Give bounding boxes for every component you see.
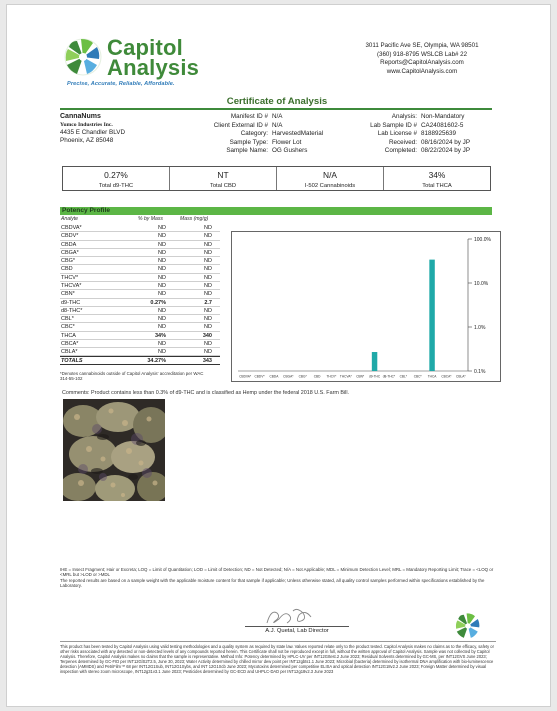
sample_info-value: OG Gushers <box>272 147 308 155</box>
analysis-info <box>325 113 505 156</box>
lab-contact-block <box>347 42 497 76</box>
x-tick-label: CBN* <box>356 374 365 379</box>
potency-pct: ND <box>158 233 166 240</box>
client-company: Yumco Industries Inc. <box>60 121 113 128</box>
client-block <box>60 113 180 146</box>
y-tick-label: 100.0% <box>474 236 491 243</box>
potency-analyte: CBGA* <box>61 249 79 256</box>
potency-mg: ND <box>204 340 212 347</box>
client-name: CannaNums <box>60 113 101 120</box>
sample-info <box>187 113 337 156</box>
potency-mg: ND <box>204 258 212 265</box>
summary-value: NT <box>217 170 229 180</box>
potency-analyte: CBD <box>61 266 73 273</box>
x-tick-label: CBDA <box>269 374 279 379</box>
potency-row <box>60 265 220 273</box>
potency-pct: ND <box>158 274 166 281</box>
bar-d9thc <box>372 352 377 371</box>
col-mass-pct: % by Mass <box>138 216 163 222</box>
title-divider <box>60 108 492 110</box>
potency-mg: ND <box>204 274 212 281</box>
potency-chart <box>231 231 501 382</box>
x-tick-label: d9-THC <box>368 374 381 379</box>
x-tick-label: CBG* <box>298 374 307 379</box>
col-analyte: Analyte <box>61 216 78 222</box>
sample_info-label: Client External ID # <box>213 121 268 129</box>
summary-label: Total CBD <box>209 183 237 189</box>
potency-note: *Denotes cannabinoids outside of Capitol Analysis' accreditation per WAC 314-55-102 <box>60 371 204 382</box>
summary-label: Total THCA <box>422 183 452 189</box>
sample_info-row <box>187 122 337 131</box>
lab-phone: (360) 918-8795 WSLCB Lab# 22 <box>376 50 468 58</box>
potency-analyte: CBC* <box>61 324 75 331</box>
small-leaf-logo-icon <box>454 612 482 640</box>
potency-mg: ND <box>204 349 212 356</box>
potency-analyte: CBDV* <box>61 233 79 240</box>
potency-analyte: THCVA* <box>61 282 82 289</box>
potency-row <box>60 323 220 331</box>
logo-text-line2: Analysis <box>107 55 200 80</box>
potency-analyte: d8-THC* <box>61 307 83 314</box>
lab-tagline: Precise, Accurate, Reliable, Affordable. <box>67 81 175 87</box>
sample-photo <box>63 399 165 501</box>
potency-pct: 34% <box>154 332 166 339</box>
disclaimer-divider <box>60 641 496 642</box>
potency-pct: ND <box>158 258 166 265</box>
x-tick-label: CBLA* <box>456 374 466 379</box>
potency-pct: ND <box>158 291 166 298</box>
potency-pct: ND <box>158 324 166 331</box>
analysis_info-row <box>325 122 505 131</box>
potency-section-header <box>60 207 492 215</box>
sample_info-row <box>187 113 337 122</box>
sample_info-label: Sample Name: <box>226 147 268 155</box>
potency-pct: ND <box>158 266 166 273</box>
potency-row <box>60 232 220 240</box>
potency-row <box>60 274 220 282</box>
potency-pct: ND <box>158 241 166 248</box>
potency-pct: ND <box>158 349 166 356</box>
client-address-line2: Phoenix, AZ 85048 <box>60 137 114 145</box>
footnote-results: The reported results are based on a sample weight with the applicable moisture content for that sample if applicable; Unless otherwise stated, all quality control samples performed within specifications established by the Laboratory. <box>60 577 485 589</box>
lab-website: www.CapitolAnalysis.com <box>386 67 458 75</box>
analysis_info-row <box>325 113 505 122</box>
potency-row <box>60 241 220 249</box>
lab-email: Reports@CapitolAnalysis.com <box>380 59 464 67</box>
potency-analyte: CBL* <box>61 316 74 323</box>
sample_info-label: Category: <box>240 130 268 138</box>
summary-i502-cannabinoids <box>277 167 384 190</box>
potency-row <box>60 307 220 315</box>
director-signature <box>237 605 357 627</box>
certificate-title: Certificate of Analysis <box>226 96 328 107</box>
sample_info-value: HarvestedMaterial <box>272 130 324 138</box>
client-address-line1: 4435 E Chandler BLVD <box>60 128 125 136</box>
potency-section-title: Potency Profile <box>62 207 111 214</box>
analysis_info-value: Non-Mandatory <box>421 113 465 120</box>
logo-text-line1: Capitol <box>107 35 183 60</box>
y-tick-label: 0.1% <box>474 368 486 375</box>
potency-bar-chart <box>232 232 500 381</box>
y-tick-label: 1.0% <box>474 324 486 331</box>
analysis_info-label: Lab License # <box>377 130 417 138</box>
analysis_info-label: Analysis: <box>391 113 417 120</box>
potency-analyte: CBDA <box>61 241 77 248</box>
summary-value: 34% <box>428 170 446 180</box>
summary-value: 0.27% <box>104 170 128 180</box>
potency-row <box>60 332 220 340</box>
summary-total-d9thc <box>63 167 170 190</box>
x-tick-label: CBL* <box>399 374 408 379</box>
leaf-logo-icon <box>63 37 103 77</box>
potency-analyte: THCV* <box>61 274 79 281</box>
x-tick-label: CBDV* <box>254 374 265 379</box>
potency-mg: ND <box>204 316 212 323</box>
bar-thca <box>429 260 434 371</box>
summary-value: N/A <box>323 170 337 180</box>
summary-label: I-502 Cannabinoids <box>304 183 356 189</box>
director-name: A.J. Quetal, Lab Director <box>265 628 329 634</box>
potency-row <box>60 299 220 307</box>
certificate-page <box>6 4 551 707</box>
lab-address: 3011 Pacific Ave SE, Olympia, WA 98501 <box>365 42 479 49</box>
potency-analyte: CBG* <box>61 258 76 265</box>
potency-analyte: CBCA* <box>61 340 79 347</box>
potency-row <box>60 282 220 290</box>
potency-pct: ND <box>158 282 166 289</box>
potency-mg: ND <box>204 233 212 240</box>
summary-label: Total d9-THC <box>98 183 134 189</box>
comments: Comments: Product contains less than 0.3% of d9-THC and is classified as Hemp under the federal 2018 U.S. Farm Bill. <box>62 390 350 396</box>
potency-row <box>60 290 220 298</box>
analysis_info-row <box>325 147 505 156</box>
footnote-abbrev: IHE = Insect Fragment; Hair or Excreta; LOQ = Limit of Quantitation; LOD = Limit of Detection; ND = Not Detected; N/A = Not Applicable; MDL = Minimum Detection Level; MRL = Mandatory Reporting Limit; Trace = <LOQ or <MRL but >LOD or >MDL <box>60 567 494 578</box>
x-tick-label: CBC* <box>413 374 422 379</box>
totals-pct: 34.27% <box>147 358 166 365</box>
x-tick-label: CBCA* <box>441 374 452 379</box>
potency-row <box>60 340 220 348</box>
potency-mg: ND <box>204 324 212 331</box>
potency-mg: ND <box>204 241 212 248</box>
potency-pct: ND <box>158 340 166 347</box>
potency-row <box>60 257 220 265</box>
col-mass-mg: Mass (mg/g) <box>180 216 209 222</box>
summary-total-thca <box>384 167 490 190</box>
x-tick-label: THCVA* <box>339 374 352 379</box>
potency-pct: ND <box>158 307 166 314</box>
potency-pct: ND <box>158 316 166 323</box>
abbreviations-footnote <box>60 567 496 589</box>
potency-analyte: CBN* <box>61 291 75 298</box>
x-tick-label: CBD <box>313 374 321 379</box>
potency-mg: ND <box>204 307 212 314</box>
sample_info-value: N/A <box>272 113 283 120</box>
sample_info-label: Sample Type: <box>229 138 268 146</box>
analysis_info-row <box>325 130 505 139</box>
potency-row <box>60 315 220 323</box>
sample_info-label: Manifest ID # <box>230 113 268 120</box>
potency-table <box>60 224 220 376</box>
signature-block <box>237 605 357 637</box>
potency-column-headers <box>60 216 220 223</box>
potency-mg: ND <box>204 249 212 256</box>
potency-analyte: d9-THC <box>61 299 81 306</box>
sample_info-row <box>187 130 337 139</box>
potency-pct: ND <box>158 249 166 256</box>
analysis_info-value: 8188925639 <box>421 130 457 138</box>
sample_info-value: N/A <box>272 121 283 129</box>
potency-row <box>60 224 220 232</box>
x-tick-label: CBGA* <box>283 374 294 379</box>
potency-mg: ND <box>204 282 212 289</box>
potency-mg: 2.7 <box>204 299 212 306</box>
potency-pct: 0.27% <box>150 299 166 306</box>
potency-row <box>60 249 220 257</box>
disclaimer: This product has been tested by Capitol Analysis using valid testing methodologies and a quality system as required by state law. Values reported relate only to the product tested. Capitol Analysis makes no claims as to the efficacy, safety or other risks associated with any detected or non-detected levels of any compounds reported herein. This Certificate shall not be reproduced except in full, without the written approval of Capitol Analysis. Sample was not collected by Capitol Analysis. Therefore, Capitol Analysis makes no claims that the sample is representative. Method Info: Potency determined by HPLC-UV per INT12GItest.2 June 2023; Residual Solvents determined by GC-MS, per INT12GVS June 2023; Terpenes determined by GC-FID per INT12GlS2T2.5, June 30, 2023; Water Activity determined by chilled mirror dew point per INT12gbts1.1 June 2023; Microbial (bacteria) determined by isothermal DNA amplification with bio-luminescence detection (AMMDS) and PetriFilm™ 68 per INT12G1Sub, INT12G1Sybs, and INT 12G1Scb June 2023; Mycotoxins determined per competitive ELISA and optical detection INT12G18v2.2 June 2023; Foreign Matter determined by visual inspection with stereo zoom microscope, INT12g31v3.1 June 2023; Pesticides determined by GC-ECD and UHPLC-DAD per INT12g18v2.3 June 2023 <box>60 644 494 675</box>
analysis_info-label: Completed: <box>384 147 417 155</box>
signature-line <box>245 626 349 627</box>
potency-row <box>60 348 220 356</box>
potency-mg: ND <box>204 266 212 273</box>
potency-mg: ND <box>204 225 212 231</box>
potency-mg: 340 <box>202 332 212 339</box>
x-tick-label: d8-THC* <box>382 374 396 379</box>
x-tick-label: THCV* <box>326 374 337 379</box>
analysis_info-label: Received: <box>388 138 417 146</box>
analysis_info-label: Lab Sample ID # <box>370 121 417 129</box>
potency-analyte: CBDVA* <box>61 225 82 231</box>
summary-box <box>62 166 491 191</box>
analysis_info-value: 08/16/2024 by JP <box>421 138 471 146</box>
analysis_info-value: CA24081602-5 <box>421 121 464 129</box>
x-tick-label: THCA <box>427 374 437 379</box>
sample_info-row <box>187 139 337 148</box>
potency-pct: ND <box>158 225 166 231</box>
cannabis-flower-image <box>63 399 165 501</box>
summary-total-cbd <box>170 167 277 190</box>
totals-label: TOTALS <box>61 358 83 365</box>
potency-analyte: THCA <box>61 332 76 339</box>
potency-mg: ND <box>204 291 212 298</box>
x-tick-label: CBDVA* <box>239 374 252 379</box>
analysis_info-value: 08/22/2024 by JP <box>421 147 471 155</box>
sample_info-row <box>187 147 337 156</box>
analysis_info-row <box>325 139 505 148</box>
potency-totals-row <box>60 356 220 364</box>
sample_info-value: Flower Lot <box>272 138 302 146</box>
potency-analyte: CBLA* <box>61 349 78 356</box>
totals-mg: 343 <box>202 358 212 365</box>
y-tick-label: 10.0% <box>474 280 489 287</box>
